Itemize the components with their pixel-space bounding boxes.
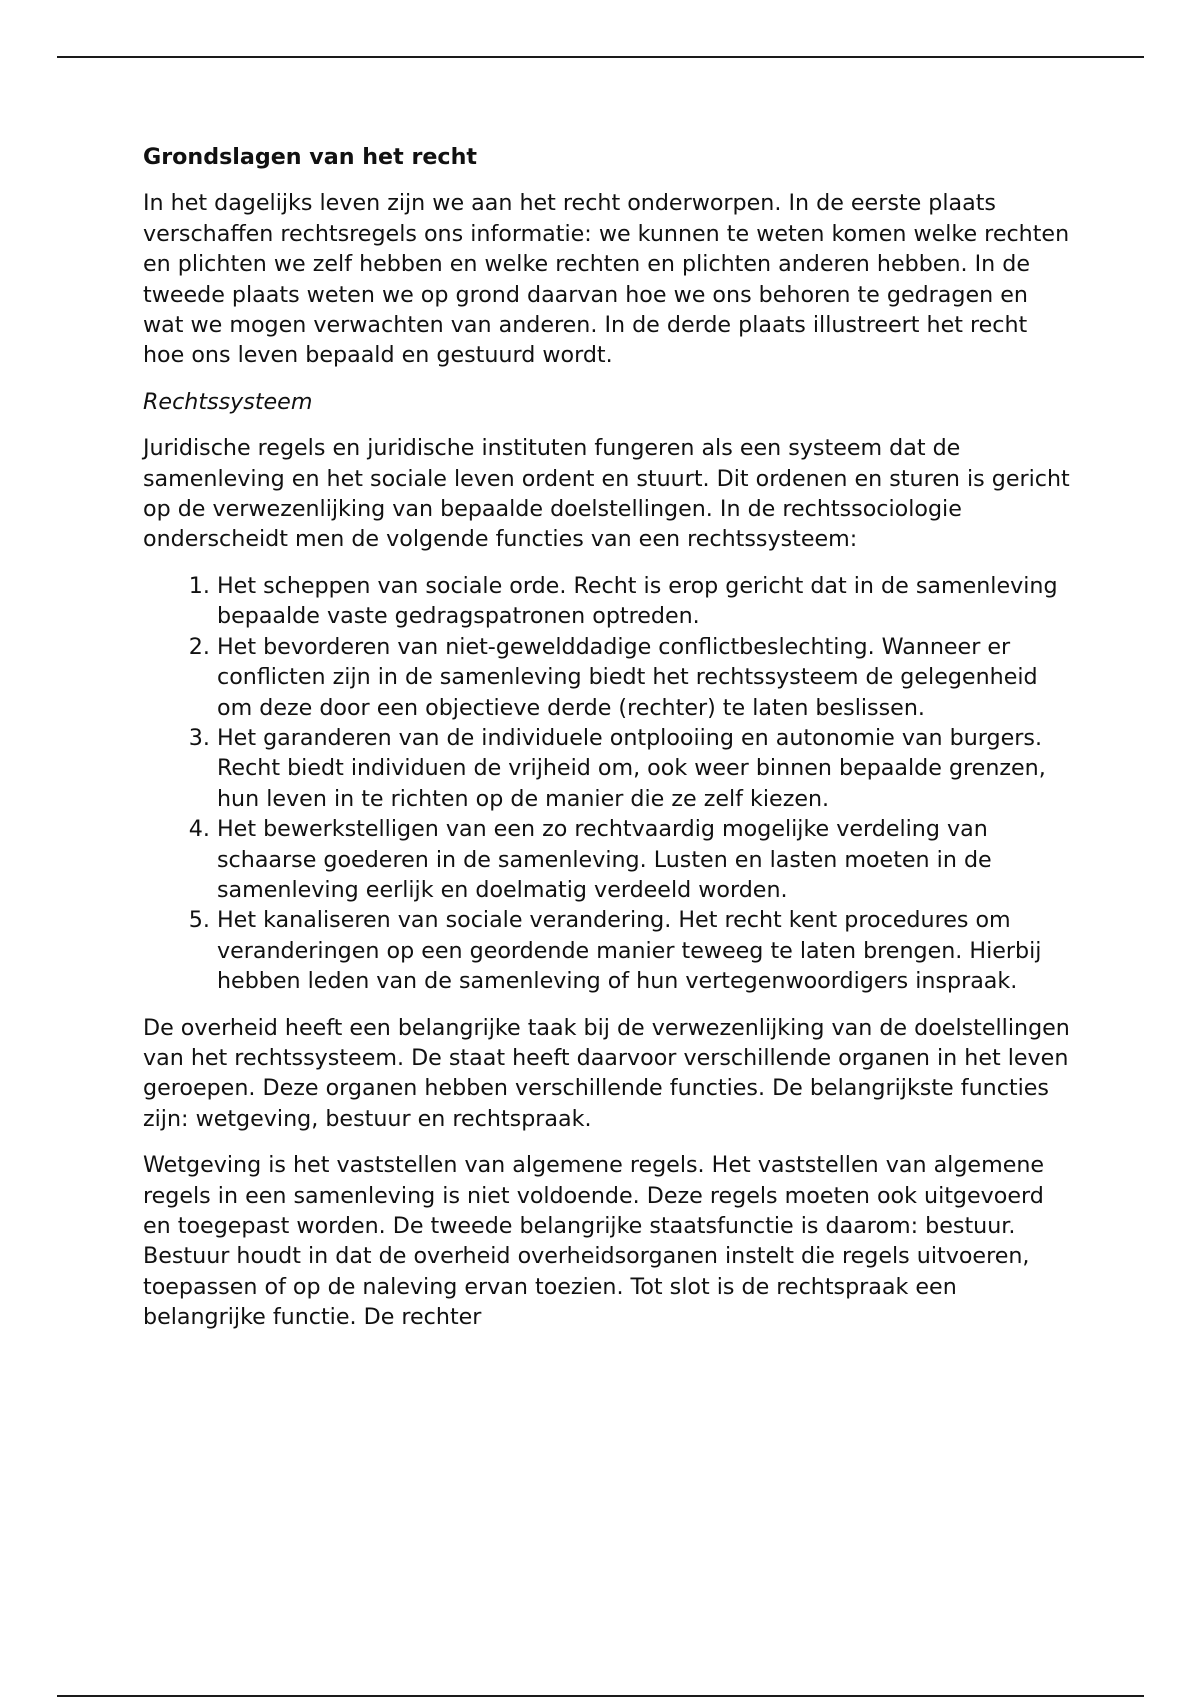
list-item: 1. Het scheppen van sociale orde. Recht is erop gericht dat in de samenleving bepaalde vaste gedragspatronen optreden.: [217, 571, 1073, 632]
list-item: 2. Het bevorderen van niet-gewelddadige conflictbeslechting. Wanneer er conflicten zijn in de samenleving biedt het rechtssysteem de gelegenheid om deze door een objectieve derde (rechter) te laten beslissen.: [217, 632, 1073, 723]
page-title: Grondslagen van het recht: [143, 144, 477, 170]
page-content: [143, 142, 1073, 1349]
legislation-paragraph: Wetgeving is het vaststellen van algemene regels. Het vaststellen van algemene regels in een samenleving is niet voldoende. Deze regels moeten ook uitgevoerd en toegepast worden. De tweede belangrijke staatsfunctie is daarom: bestuur. Bestuur houdt in dat de overheid overheidsorganen instelt die regels uitvoeren, toepassen of op de naleving ervan toezien. Tot slot is de rechtspraak een belangrijke functie. De rechter: [143, 1152, 1045, 1331]
section-intro-paragraph: Juridische regels en juridische instituten fungeren als een systeem dat de samenleving en het sociale leven ordent en stuurt. Dit ordenen en sturen is gericht op de verwezenlijking van bepaalde doelstellingen. In de rechtssociologie onderscheidt men de volgende functies van een rechtssysteem:: [143, 435, 1070, 553]
top-rule: [57, 56, 1144, 58]
list-item: 4. Het bewerkstelligen van een zo rechtvaardig mogelijke verdeling van schaarse goederen in de samenleving. Lusten en lasten moeten in de samenleving eerlijk en doelmatig verdeeld worden.: [217, 814, 1073, 905]
bottom-rule: [57, 1695, 1144, 1697]
functions-list: [143, 571, 1073, 997]
government-paragraph: De overheid heeft een belangrijke taak bij de verwezenlijking van de doelstellingen van het rechtssysteem. De staat heeft daarvoor verschillende organen in het leven geroepen. Deze organen hebben verschillende functies. De belangrijkste functies zijn: wetgeving, bestuur en rechtspraak.: [143, 1014, 1070, 1132]
list-item: 5. Het kanaliseren van sociale verandering. Het recht kent procedures om veranderingen op een geordende manier teweeg te laten brengen. Hierbij hebben leden van de samenleving of hun vertegenwoordigers inspraak.: [217, 905, 1073, 996]
list-item: 3. Het garanderen van de individuele ontplooiing en autonomie van burgers. Recht biedt individuen de vrijheid om, ook weer binnen bepaalde grenzen, hun leven in te richten op de manier die ze zelf kiezen.: [217, 723, 1073, 814]
intro-paragraph: In het dagelijks leven zijn we aan het recht onderworpen. In de eerste plaats verschaffen rechtsregels ons informatie: we kunnen te weten komen welke rechten en plichten we zelf hebben en welke rechten en plichten anderen hebben. In de tweede plaats weten we op grond daarvan hoe we ons behoren te gedragen en wat we mogen verwachten van anderen. In de derde plaats illustreert het recht hoe ons leven bepaald en gestuurd wordt.: [143, 190, 1070, 369]
section-title: Rechtssysteem: [143, 388, 313, 415]
